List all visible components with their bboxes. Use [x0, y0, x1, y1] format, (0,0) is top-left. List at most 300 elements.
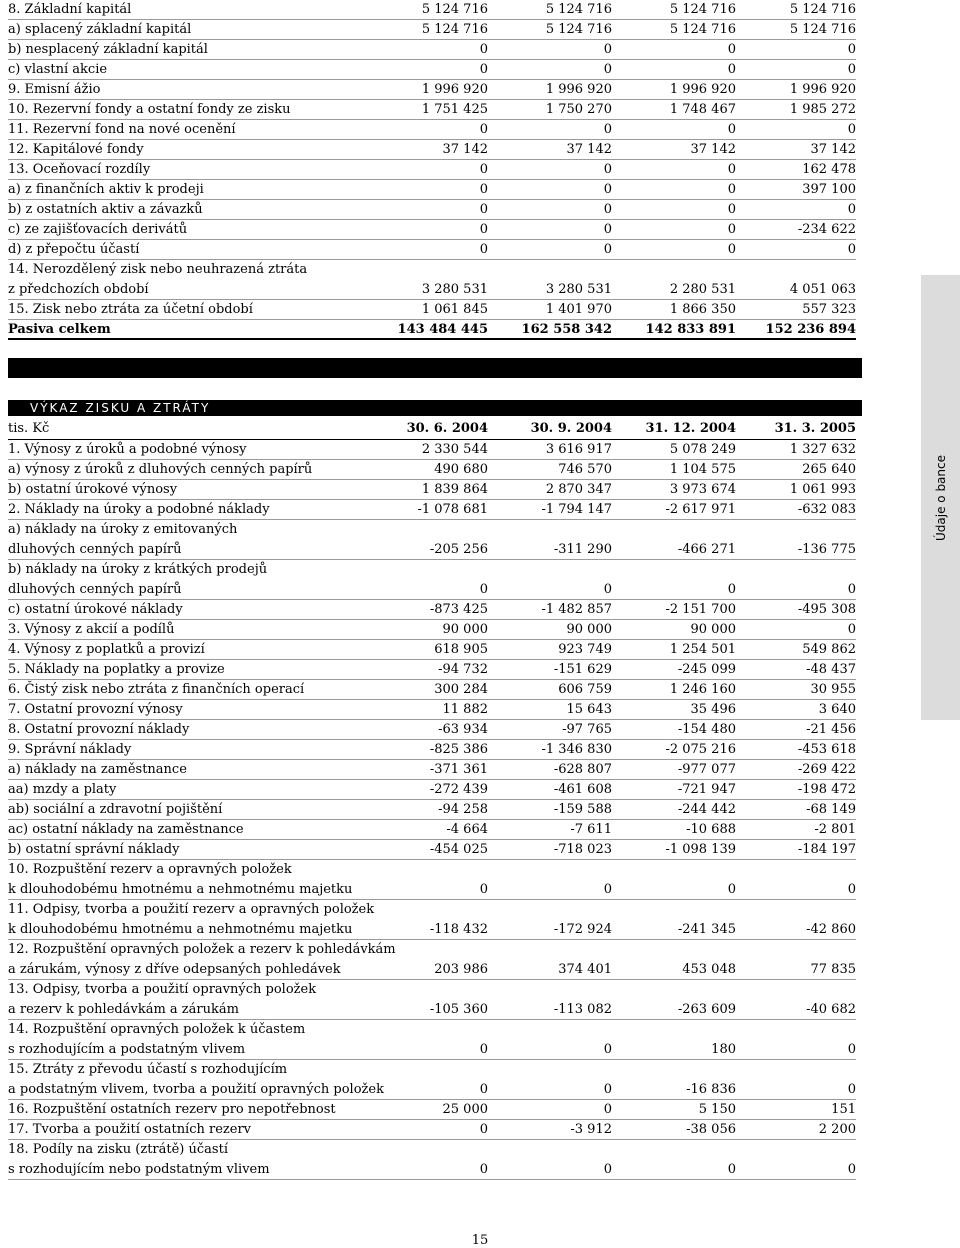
table-row	[8, 940, 856, 980]
cell-value: -718 023	[553, 842, 612, 857]
cell-value: 0	[479, 202, 488, 217]
row-label-line: c) ostatní úrokové náklady	[8, 602, 183, 617]
table-row	[8, 200, 856, 220]
cell-value: -632 083	[797, 502, 856, 517]
cell-value: -3 912	[570, 1122, 612, 1137]
row-label-line: ab) sociální a zdravotní pojištění	[8, 802, 223, 817]
row-label-line: b) nesplacený základní kapitál	[8, 42, 208, 57]
section-title: VÝKAZ ZISKU A ZTRÁTY	[30, 401, 211, 415]
table-row	[8, 180, 856, 200]
cell-value: 3 973 674	[669, 482, 736, 497]
cell-value: -2 151 700	[665, 602, 736, 617]
cell-value: -172 924	[553, 922, 612, 937]
table-row	[8, 80, 856, 100]
cell-value: -113 082	[553, 1002, 612, 1017]
row-label	[8, 680, 403, 699]
cell-value: -7 611	[570, 822, 612, 837]
table-row	[8, 60, 856, 80]
cell-value: 1 866 350	[669, 302, 736, 317]
cell-value: 5 150	[698, 1102, 736, 1117]
cell-value: -38 056	[686, 1122, 736, 1137]
cell-value: 746 570	[558, 462, 612, 477]
row-label	[8, 200, 403, 219]
table-row	[8, 700, 856, 720]
table-row	[8, 640, 856, 660]
table-row	[8, 860, 856, 900]
row-label	[8, 660, 403, 679]
row-label	[8, 220, 403, 239]
cell-value: 0	[479, 582, 488, 597]
row-label-line: c) ze zajišťovacích derivátů	[8, 222, 188, 237]
cell-value: -40 682	[806, 1002, 856, 1017]
cell-value: 0	[727, 242, 736, 257]
cell-value: 923 749	[558, 642, 612, 657]
cell-value: -42 860	[806, 922, 856, 937]
section-heading	[8, 400, 862, 416]
cell-value: 0	[847, 882, 856, 897]
cell-value: 0	[603, 882, 612, 897]
table-row	[8, 160, 856, 180]
cell-value: 3 280 531	[421, 282, 488, 297]
cell-value: -454 025	[429, 842, 488, 857]
table-row	[8, 440, 856, 460]
row-label-line: a) z finančních aktiv k prodeji	[8, 182, 204, 197]
cell-value: 0	[479, 882, 488, 897]
table-row	[8, 760, 856, 780]
row-label-line: dluhových cenných papírů	[8, 582, 182, 597]
cell-value: 0	[727, 222, 736, 237]
cell-value: -269 422	[797, 762, 856, 777]
cell-value: -234 622	[797, 222, 856, 237]
cell-value: 5 124 716	[669, 2, 736, 17]
row-label-line: 6. Čistý zisk nebo ztráta z finančních operací	[8, 682, 305, 697]
row-label	[8, 1100, 403, 1119]
row-label-line: 8. Ostatní provozní náklady	[8, 722, 190, 737]
row-label-line: 9. Emisní ážio	[8, 82, 101, 97]
cell-value: 2 200	[818, 1122, 856, 1137]
cell-value: -1 482 857	[541, 602, 612, 617]
cell-value: -245 099	[677, 662, 736, 677]
table-row	[8, 1120, 856, 1140]
unit-label: tis. Kč	[8, 421, 50, 436]
row-label	[8, 240, 403, 259]
row-label	[8, 560, 403, 599]
table-row	[8, 220, 856, 240]
cell-value: -68 149	[806, 802, 856, 817]
table-row	[8, 460, 856, 480]
row-label-line: 1. Výnosy z úroků a podobné výnosy	[8, 442, 247, 457]
cell-value: 0	[847, 1162, 856, 1177]
cell-value: 0	[727, 582, 736, 597]
cell-value: -466 271	[677, 542, 736, 557]
cell-value: -2 075 216	[665, 742, 736, 757]
row-label-line: 14. Rozpuštění opravných položek k účastem	[8, 1022, 306, 1037]
row-label	[8, 940, 403, 979]
row-label-line: 3. Výnosy z akcií a podílů	[8, 622, 175, 637]
row-label-line: s rozhodujícím a podstatným vlivem	[8, 1042, 246, 1057]
cell-value: 0	[603, 122, 612, 137]
cell-value: -1 794 147	[541, 502, 612, 517]
row-label	[8, 760, 403, 779]
row-label-line: Pasiva celkem	[8, 322, 111, 337]
table-row	[8, 480, 856, 500]
table-row	[8, 0, 856, 20]
cell-value: -977 077	[677, 762, 736, 777]
row-label-line: b) ostatní úrokové výnosy	[8, 482, 178, 497]
cell-value: 4 051 063	[789, 282, 856, 297]
row-label-line: aa) mzdy a platy	[8, 782, 117, 797]
cell-value: 0	[479, 162, 488, 177]
cell-value: -1 098 139	[665, 842, 736, 857]
cell-value: -244 442	[677, 802, 736, 817]
row-label-line: 7. Ostatní provozní výnosy	[8, 702, 183, 717]
table-row	[8, 120, 856, 140]
row-label-line: 5. Náklady na poplatky a provize	[8, 662, 225, 677]
table-row	[8, 260, 856, 300]
table-row	[8, 1100, 856, 1120]
cell-value: 1 254 501	[669, 642, 736, 657]
cell-value: 152 236 894	[765, 322, 856, 337]
table-row	[8, 20, 856, 40]
cell-value: 15 643	[566, 702, 612, 717]
cell-value: 0	[479, 42, 488, 57]
row-label-line: b) z ostatních aktiv a závazků	[8, 202, 203, 217]
table-row	[8, 300, 856, 320]
cell-value: -136 775	[797, 542, 856, 557]
cell-value: 0	[727, 202, 736, 217]
cell-value: -371 361	[429, 762, 488, 777]
cell-value: 5 124 716	[669, 22, 736, 37]
cell-value: -1 078 681	[417, 502, 488, 517]
cell-value: 0	[603, 42, 612, 57]
row-label	[8, 820, 403, 839]
row-label	[8, 520, 403, 559]
row-label-line: 8. Základní kapitál	[8, 2, 132, 17]
cell-value: -272 439	[429, 782, 488, 797]
table-row	[8, 900, 856, 940]
table-row	[8, 40, 856, 60]
row-label-line: dluhových cenných papírů	[8, 542, 182, 557]
row-label	[8, 800, 403, 819]
cell-value: 90 000	[566, 622, 612, 637]
table-row	[8, 320, 856, 340]
cell-value: 0	[603, 242, 612, 257]
date-header-2: 30. 9. 2004	[530, 421, 612, 436]
cell-value: 0	[847, 622, 856, 637]
cell-value: 300 284	[434, 682, 488, 697]
cell-value: 0	[847, 1042, 856, 1057]
cell-value: 77 835	[810, 962, 856, 977]
row-label-line: 15. Zisk nebo ztráta za účetní období	[8, 302, 253, 317]
cell-value: 1 750 270	[545, 102, 612, 117]
table-row	[8, 680, 856, 700]
cell-value: 0	[479, 222, 488, 237]
row-label-line: 16. Rozpuštění ostatních rezerv pro nepotřebnost	[8, 1102, 336, 1117]
row-label-line: 17. Tvorba a použití ostatních rezerv	[8, 1122, 252, 1137]
row-label-line: 12. Kapitálové fondy	[8, 142, 144, 157]
cell-value: 0	[479, 62, 488, 77]
cell-value: -154 480	[677, 722, 736, 737]
cell-value: -461 608	[553, 782, 612, 797]
cell-value: 1 996 920	[669, 82, 736, 97]
row-label-line: c) vlastní akcie	[8, 62, 108, 77]
date-header-3: 31. 12. 2004	[645, 421, 736, 436]
cell-value: 1 996 920	[545, 82, 612, 97]
row-label-line: d) z přepočtu účastí	[8, 242, 140, 257]
row-label-line: 10. Rezervní fondy a ostatní fondy ze zisku	[8, 102, 291, 117]
table-row	[8, 980, 856, 1020]
row-label	[8, 620, 403, 639]
cell-value: 0	[603, 182, 612, 197]
row-label-line: b) ostatní správní náklady	[8, 842, 180, 857]
row-label-line: 4. Výnosy z poplatků a provizí	[8, 642, 205, 657]
cell-value: 0	[479, 1042, 488, 1057]
cell-value: -241 345	[677, 922, 736, 937]
cell-value: 0	[603, 62, 612, 77]
cell-value: 37 142	[442, 142, 488, 157]
row-label-line: 11. Odpisy, tvorba a použití rezerv a opravných položek	[8, 902, 375, 917]
cell-value: 0	[479, 1122, 488, 1137]
row-label	[8, 160, 403, 179]
row-label	[8, 600, 403, 619]
table-row	[8, 660, 856, 680]
cell-value: 0	[603, 222, 612, 237]
cell-value: 490 680	[434, 462, 488, 477]
cell-value: -48 437	[806, 662, 856, 677]
cell-value: 25 000	[442, 1102, 488, 1117]
cell-value: 1 751 425	[421, 102, 488, 117]
row-label-line: a) splacený základní kapitál	[8, 22, 192, 37]
cell-value: 11 882	[442, 702, 488, 717]
cell-value: 35 496	[690, 702, 736, 717]
cell-value: 1 401 970	[545, 302, 612, 317]
row-label-line: ac) ostatní náklady na zaměstnance	[8, 822, 244, 837]
cell-value: 1 246 160	[669, 682, 736, 697]
cell-value: 3 640	[818, 702, 856, 717]
row-label	[8, 1020, 403, 1059]
cell-value: -263 609	[677, 1002, 736, 1017]
table-row	[8, 100, 856, 120]
row-label-line: a rezerv k pohledávkám a zárukám	[8, 1002, 239, 1017]
row-label-line: a) náklady na úroky z emitovaných	[8, 522, 238, 537]
row-label	[8, 700, 403, 719]
row-label	[8, 140, 403, 159]
cell-value: -873 425	[429, 602, 488, 617]
cell-value: 0	[603, 1042, 612, 1057]
cell-value: 0	[727, 1162, 736, 1177]
row-label	[8, 860, 403, 899]
cell-value: 0	[847, 202, 856, 217]
row-label-line: b) náklady na úroky z krátkých prodejů	[8, 562, 268, 577]
cell-value: 0	[727, 62, 736, 77]
row-label-line: 13. Odpisy, tvorba a použití opravných položek	[8, 982, 317, 997]
cell-value: 0	[727, 42, 736, 57]
row-label-line: 13. Oceňovací rozdíly	[8, 162, 151, 177]
cell-value: 2 330 544	[421, 442, 488, 457]
cell-value: -10 688	[686, 822, 736, 837]
cell-value: 453 048	[682, 962, 736, 977]
table-row	[8, 780, 856, 800]
table-row	[8, 800, 856, 820]
row-label	[8, 480, 403, 499]
table-row	[8, 600, 856, 620]
cell-value: 180	[711, 1042, 736, 1057]
row-label	[8, 1060, 403, 1099]
cell-value: 0	[847, 62, 856, 77]
cell-value: 5 124 716	[545, 22, 612, 37]
cell-value: 0	[727, 182, 736, 197]
cell-value: -721 947	[677, 782, 736, 797]
cell-value: -184 197	[797, 842, 856, 857]
cell-value: 143 484 445	[397, 322, 488, 337]
cell-value: 162 478	[802, 162, 856, 177]
table-header	[8, 419, 856, 440]
row-label	[8, 1120, 403, 1139]
cell-value: -205 256	[429, 542, 488, 557]
cell-value: 162 558 342	[521, 322, 612, 337]
row-label-line: 12. Rozpuštění opravných položek a rezerv k pohledávkám	[8, 942, 396, 957]
cell-value: 3 616 917	[545, 442, 612, 457]
cell-value: 374 401	[558, 962, 612, 977]
row-label	[8, 720, 403, 739]
cell-value: 1 327 632	[789, 442, 856, 457]
cell-value: 1 104 575	[669, 462, 736, 477]
cell-value: -2 617 971	[665, 502, 736, 517]
cell-value: 0	[727, 122, 736, 137]
cell-value: 1 996 920	[421, 82, 488, 97]
table-row	[8, 820, 856, 840]
cell-value: 2 870 347	[545, 482, 612, 497]
cell-value: 203 986	[434, 962, 488, 977]
cell-value: 0	[603, 162, 612, 177]
row-label	[8, 900, 403, 939]
row-label	[8, 320, 403, 338]
cell-value: 5 124 716	[789, 2, 856, 17]
cell-value: 37 142	[566, 142, 612, 157]
row-label-line: 18. Podíly na zisku (ztrátě) účastí	[8, 1142, 228, 1157]
row-label-line: z předchozích období	[8, 282, 149, 297]
row-label	[8, 0, 403, 19]
cell-value: 0	[479, 182, 488, 197]
cell-value: -94 732	[438, 662, 488, 677]
row-label	[8, 780, 403, 799]
cell-value: 0	[727, 162, 736, 177]
cell-value: 5 124 716	[421, 22, 488, 37]
row-label-line: 2. Náklady na úroky a podobné náklady	[8, 502, 270, 517]
row-label	[8, 60, 403, 79]
row-label-line: a) výnosy z úroků z dluhových cenných papírů	[8, 462, 313, 477]
row-label	[8, 180, 403, 199]
cell-value: 37 142	[810, 142, 856, 157]
table-row	[8, 840, 856, 860]
cell-value: 557 323	[802, 302, 856, 317]
cell-value: 0	[603, 1082, 612, 1097]
cell-value: 5 124 716	[421, 2, 488, 17]
cell-value: 142 833 891	[645, 322, 736, 337]
cell-value: 37 142	[690, 142, 736, 157]
side-tab	[921, 275, 960, 720]
cell-value: 1 985 272	[789, 102, 856, 117]
table-row	[8, 620, 856, 640]
cell-value: -159 588	[553, 802, 612, 817]
cell-value: -16 836	[686, 1082, 736, 1097]
cell-value: -118 432	[429, 922, 488, 937]
date-header-1: 30. 6. 2004	[406, 421, 488, 436]
row-label	[8, 1140, 403, 1179]
row-label	[8, 500, 403, 519]
cell-value: -21 456	[806, 722, 856, 737]
table-row	[8, 1060, 856, 1100]
cell-value: 1 996 920	[789, 82, 856, 97]
table-row	[8, 500, 856, 520]
row-label-line: a zárukám, výnosy z dříve odepsaných pohledávek	[8, 962, 341, 977]
row-label	[8, 120, 403, 139]
cell-value: 5 124 716	[545, 2, 612, 17]
table-row	[8, 740, 856, 760]
cell-value: -105 360	[429, 1002, 488, 1017]
cell-value: 618 905	[434, 642, 488, 657]
table-row	[8, 1140, 856, 1180]
cell-value: 0	[479, 242, 488, 257]
cell-value: 0	[479, 1162, 488, 1177]
cell-value: 0	[847, 1082, 856, 1097]
row-label-line: s rozhodujícím nebo podstatným vlivem	[8, 1162, 270, 1177]
table-row	[8, 1020, 856, 1060]
cell-value: 0	[847, 122, 856, 137]
row-label	[8, 260, 403, 299]
row-label-line: 9. Správní náklady	[8, 742, 132, 757]
cell-value: 0	[603, 1162, 612, 1177]
date-header-4: 31. 3. 2005	[774, 421, 856, 436]
row-label	[8, 40, 403, 59]
cell-value: -97 765	[562, 722, 612, 737]
cell-value: 1 839 864	[421, 482, 488, 497]
cell-value: -628 807	[553, 762, 612, 777]
table-row	[8, 560, 856, 600]
cell-value: 0	[603, 202, 612, 217]
row-label-line: a podstatným vlivem, tvorba a použití opravných položek	[8, 1082, 384, 1097]
table-row	[8, 520, 856, 560]
cell-value: -1 346 830	[541, 742, 612, 757]
row-label-line: k dlouhodobému hmotnému a nehmotnému majetku	[8, 882, 353, 897]
row-label-line: 15. Ztráty z převodu účastí s rozhodujícím	[8, 1062, 288, 1077]
cell-value: 3 280 531	[545, 282, 612, 297]
section-divider-bar	[8, 358, 862, 378]
cell-value: -4 664	[446, 822, 488, 837]
cell-value: -311 290	[553, 542, 612, 557]
cell-value: 397 100	[802, 182, 856, 197]
cell-value: 5 078 249	[669, 442, 736, 457]
cell-value: -94 258	[438, 802, 488, 817]
table-row	[8, 140, 856, 160]
cell-value: -151 629	[553, 662, 612, 677]
cell-value: 1 748 467	[669, 102, 736, 117]
cell-value: 0	[603, 1102, 612, 1117]
cell-value: 0	[603, 582, 612, 597]
side-tab-label: Údaje o bance	[933, 454, 948, 541]
cell-value: 0	[479, 1082, 488, 1097]
cell-value: 1 061 993	[789, 482, 856, 497]
cell-value: -2 801	[814, 822, 856, 837]
row-label	[8, 640, 403, 659]
cell-value: -495 308	[797, 602, 856, 617]
row-label	[8, 20, 403, 39]
cell-value: 90 000	[442, 622, 488, 637]
row-label-line: 11. Rezervní fond na nové ocenění	[8, 122, 236, 137]
row-label	[8, 80, 403, 99]
cell-value: 151	[831, 1102, 856, 1117]
row-label	[8, 840, 403, 859]
